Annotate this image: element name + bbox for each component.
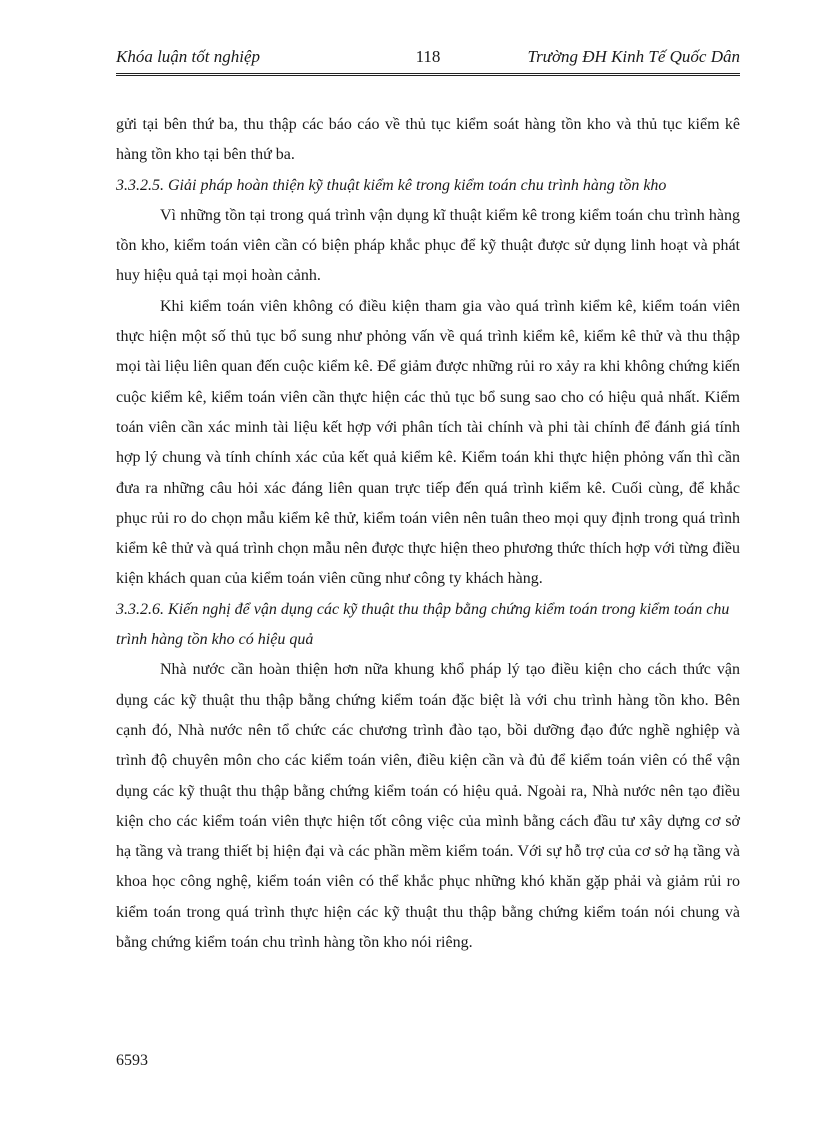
paragraph: Khi kiểm toán viên không có điều kiện tham gia vào quá trình kiểm kê, kiểm toán viên thực hiện một số thủ tục bổ sung như phỏng vấn về quá trình kiểm kê, kiểm kê thử và thu thập mọi tài liệu liên quan đến cuộc kiểm kê. Để giảm được những rủi ro xảy ra khi không chứng kiến cuộc kiểm kê, kiểm toán viên cần thực hiện các thủ tục bổ sung sao cho có hiệu quả nhất. Kiểm toán viên cần xác minh tài liệu kết hợp với phân tích tài chính và phi tài chính để đánh giá tính hợp lý chung và tính chính xác của kết quả kiểm kê. Kiểm toán khi thực hiện phỏng vấn thì cần đưa ra những câu hỏi xác đáng liên quan trực tiếp đến quá trình kiểm kê. Cuối cùng, để khắc phục rủi ro do chọn mẫu kiểm kê thử, kiểm toán viên nên tuân theo mọi quy định trong quá trình kiểm kê thử và quá trình chọn mẫu nên được thực hiện theo phương thức thích hợp với từng điều kiện khách quan của kiểm toán viên cũng như công ty khách hàng.	[116, 297, 740, 588]
header-divider	[116, 73, 740, 76]
paragraph: Vì những tồn tại trong quá trình vận dụng kĩ thuật kiểm kê trong kiểm toán chu trình hàng tồn kho, kiểm toán viên cần có biện pháp khắc phục để kỹ thuật được sử dụng linh hoạt và phát huy hiệu quả tại mọi hoàn cảnh.	[116, 206, 740, 285]
section-heading-3-3-2-5: 3.3.2.5. Giải pháp hoàn thiện kỹ thuật kiểm kê trong kiểm toán chu trình hàng tồn kho	[116, 176, 667, 194]
header-university: Trường ĐH Kinh Tế Quốc Dân	[527, 47, 740, 66]
page-header	[116, 40, 740, 74]
footer-document-number: 6593	[116, 1052, 148, 1069]
header-page-number: 118	[415, 47, 441, 66]
header-thesis-label: Khóa luận tốt nghiệp	[116, 47, 261, 66]
paragraph: Nhà nước cần hoàn thiện hơn nữa khung khổ pháp lý tạo điều kiện cho cách thức vận dụng các kỹ thuật thu thập bằng chứng kiểm toán đặc biệt là với chu trình hàng tồn kho. Bên cạnh đó, Nhà nước nên tổ chức các chương trình đào tạo, bồi dưỡng đạo đức nghề nghiệp và trình độ chuyên môn cho các kiểm toán viên, điều kiện cần và đủ để kiểm toán viên có thể vận dụng các kỹ thuật thu thập bằng chứng kiểm toán có hiệu quả. Ngoài ra, Nhà nước nên tạo điều kiện cho các kiểm toán viên thực hiện tốt công việc của mình bằng cách đầu tư xây dựng cơ sở hạ tầng và trang thiết bị hiện đại và các phần mềm kiểm toán. Với sự hỗ trợ của cơ sở hạ tầng và khoa học công nghệ, kiểm toán viên có thể khắc phục những khó khăn gặp phải và giảm rủi ro kiểm toán trong quá trình thực hiện các kỹ thuật thu thập bằng chứng kiểm toán nói chung và bằng chứng kiểm toán chu trình hàng tồn kho nói riêng.	[116, 661, 740, 952]
paragraph-continuation: gửi tại bên thứ ba, thu thập các báo cáo về thủ tục kiểm soát hàng tồn kho và thủ tục kiểm kê hàng tồn kho tại bên thứ ba.	[116, 116, 740, 164]
document-body	[116, 110, 740, 958]
section-heading-3-3-2-6: 3.3.2.6. Kiến nghị để vận dụng các kỹ thuật thu thập bằng chứng kiểm toán trong kiểm toán chu trình hàng tồn kho có hiệu quả	[116, 600, 730, 649]
